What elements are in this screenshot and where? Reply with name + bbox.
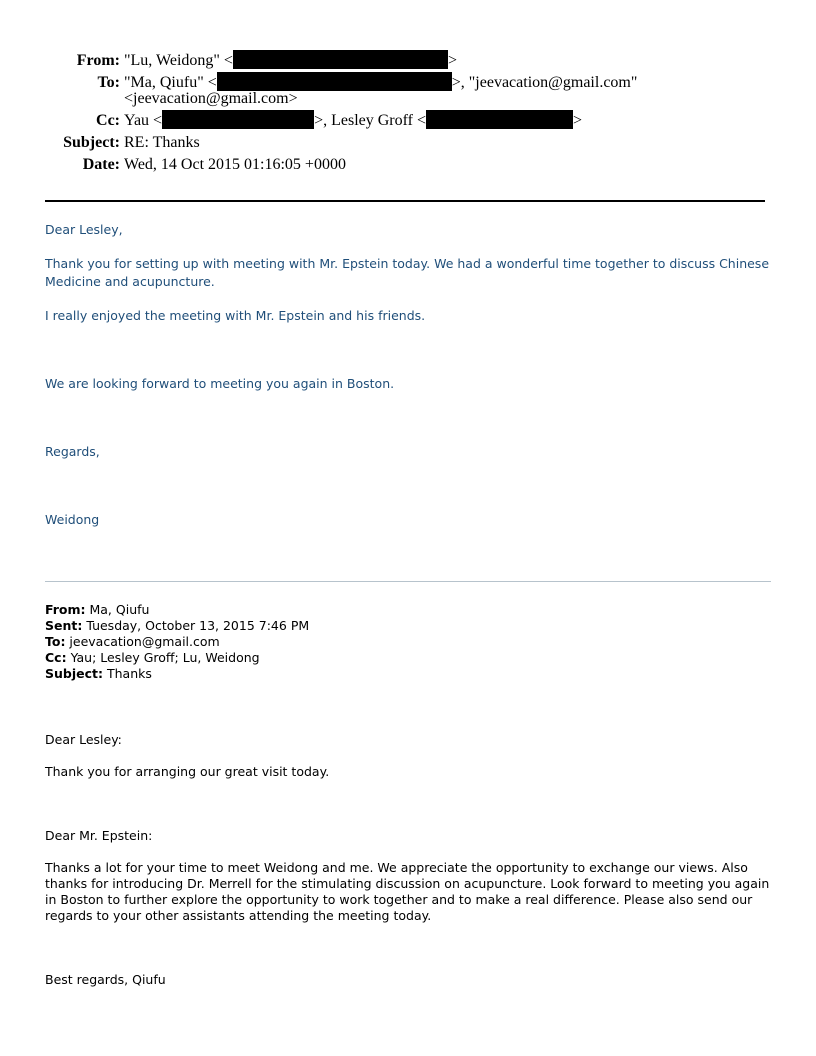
cc-close: > <box>573 112 583 129</box>
reply-signature: Weidong <box>45 512 100 527</box>
redaction-block <box>162 110 314 129</box>
header-divider <box>45 200 765 202</box>
original-sent-value: Tuesday, October 13, 2015 7:46 PM <box>82 618 310 633</box>
original-paragraph-1: Thank you for arranging our great visit today. <box>45 764 330 779</box>
original-to-row <box>45 634 775 650</box>
subject-row <box>0 132 816 154</box>
original-subject-row <box>45 666 775 682</box>
quoted-message-separator <box>45 581 771 582</box>
original-from-row <box>45 602 775 618</box>
cc-label: Cc: <box>96 112 120 129</box>
redaction-block <box>426 110 573 129</box>
original-to-label: To: <box>45 634 66 649</box>
original-paragraph-2: Thanks a lot for your time to meet Weidong and me. We appreciate the opportunity to exchange our views. Also thanks for introducing Dr. Merrell for the stimulating discussion on acupuncture. Look forward to meeting you again in Boston to further explore the opportunity to work together and to make a real difference. Please also send our regards to your other assistants attending the meeting today. <box>45 860 770 923</box>
to-rest: >, "jeevacation@gmail.com" <box>451 74 638 91</box>
original-cc-value: Yau; Lesley Groff; Lu, Weidong <box>66 650 260 665</box>
original-sent-label: Sent: <box>45 618 83 633</box>
reply-paragraph-2: I really enjoyed the meeting with Mr. Epstein and his friends. <box>45 308 426 323</box>
date-label: Date: <box>82 156 120 173</box>
to-row-continued <box>0 90 816 110</box>
original-greeting-2: Dear Mr. Epstein: <box>45 828 153 843</box>
original-to-value: jeevacation@gmail.com <box>65 634 220 649</box>
subject-value: RE: Thanks <box>124 134 200 151</box>
reply-greeting: Dear Lesley, <box>45 222 123 237</box>
reply-paragraph-1: Thank you for setting up with meeting with Mr. Epstein today. We had a wonderful time together to discuss Chinese Medicine and acupuncture. <box>45 256 770 289</box>
redaction-block <box>217 72 452 91</box>
cc-row <box>0 110 816 132</box>
original-cc-row <box>45 650 775 666</box>
reply-paragraph-3: We are looking forward to meeting you again in Boston. <box>45 376 395 391</box>
original-header <box>45 602 775 682</box>
cc-first: Yau < <box>124 112 163 129</box>
original-subject-label: Subject: <box>45 666 103 681</box>
to-name: "Ma, Qiufu" < <box>124 74 217 91</box>
date-value: Wed, 14 Oct 2015 01:16:05 +0000 <box>124 156 346 173</box>
from-label: From: <box>76 52 120 69</box>
redaction-block <box>233 50 448 69</box>
original-sent-row <box>45 618 775 634</box>
from-close: > <box>447 52 457 69</box>
original-greeting-1: Dear Lesley: <box>45 732 122 747</box>
original-closing: Best regards, Qiufu <box>45 972 166 987</box>
original-from-value: Ma, Qiufu <box>85 602 150 617</box>
cc-value <box>124 110 582 132</box>
subject-label: Subject: <box>63 134 120 151</box>
from-row <box>0 50 816 72</box>
original-from-label: From: <box>45 602 86 617</box>
cc-middle: >, Lesley Groff < <box>314 112 427 129</box>
original-cc-label: Cc: <box>45 650 67 665</box>
to-line2: <jeevacation@gmail.com> <box>124 90 298 107</box>
from-value <box>124 50 457 72</box>
to-label: To: <box>97 74 120 91</box>
date-row <box>0 154 816 176</box>
email-header <box>0 50 816 176</box>
original-subject-value: Thanks <box>103 666 152 681</box>
from-name: "Lu, Weidong" < <box>124 52 233 69</box>
reply-closing: Regards, <box>45 444 100 459</box>
